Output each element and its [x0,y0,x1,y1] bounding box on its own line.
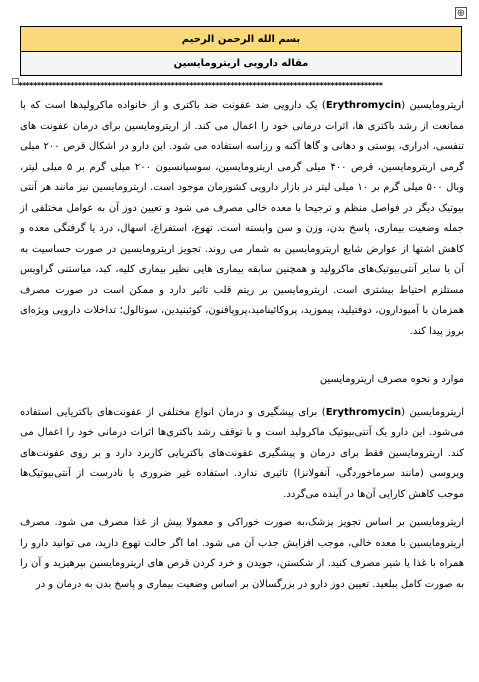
article-title: مقاله دارویی اریترومایسین [173,58,309,69]
para1-term: Erythromycin [325,100,402,111]
table-move-handle[interactable]: ⊕ [456,8,466,19]
bismillah-text: بسم الله الرحمن الرحیم [181,33,301,45]
dosage-paragraph: اریترومایسین بر اساس تجویز پزشک،به صورت خوراکی و معمولا پیش از غذا مصرف می شود. مصرف اریترومایسین با معده خالی، موجب افزایش جذب آن می شود. اما اگر حالت تهوع دارید، می توانید دارو را همراه با غذا یا شیر مصرف کنید. از شکستن، جویدن و خرد کردن قرص های اریترومایسین بپرهیزید و آن را به صورت کامل ببلعید. تعیین دوز دارو در بزرگسالان بر اساس وضعیت بیماری و پاسخ بدن به درمان و در [20,517,464,590]
article-body [20,96,464,595]
section-heading: موارد و نحوه مصرف اریترومایسین [319,374,464,385]
usage-paragraph [20,403,464,506]
bismillah-cell [21,27,461,52]
header-table [20,26,462,76]
para2-term: Erythromycin [325,406,402,418]
para1-before: اریترومایسین ( [401,100,464,111]
para2-before: اریترومایسین ( [401,406,464,418]
para1-after: ) یک دارویی ضد عفونت ضد باکتری و از خانواده ماکرولیدها است که با ممانعت از رشد باکتری ها، اثرات درمانی خود را اعمال می کند. از اریترومایسین برای درمان عفونت های تنفسی، ادراری، پوستی و دهانی و گاها آکنه و رزاسه استفاده می شود. این دارو در اشکال قرص ۲۰۰ میلی گرمی اریترومایسین، قرص ۴۰۰ میلی گرمی اریترومایسین، سوسپانسیون ۲۰۰ میلی گرم بر ۵ میلی لیتر، ویال ۵۰۰ میلی گرم بر ۱۰ میلی لیتر در بازار دارویی کشورمان موجود است. اریترومایسین نیز مانند هر آنتی بیوتیک دیگر در فواصل منظم و ترجیحا با معده خالی مصرف می شود و تعیین دوز آن به عوامل مختلفی از جمله وضعیت بیماری، پاسخ بدن، وزن و سن وابسته است. تهوع، استفراغ، اسهال، درد یا گرفتگی معده و کاهش اشتها از عوارض شایع اریترومایسین به شمار می روند. تجویز اریترومایسین در صورت حساسیت به آن یا سایر آنتی‌بیوتیک‌های ماکرولید و همچنین سابقه بیماری هایی نظیر بیماری کلیه، کبد، میاستنی گراویس مستلزم احتیاط بیشتری است. اریترومایسین بر ریتم قلب تاثیر دارد و ممکن است در صورت مصرف همزمان با آمیودارون، دوفتیلید، پیموزید، پروکائینامید،پروپافنون، کوئینیدین، سوتالول؛ تداخلات دارویی ویژه‌ای بروز پیدا کند. [20,100,464,337]
para2-after: ) برای پیشگیری و درمان انواع مختلفی از عفونت‌های باکتریایی استفاده می‌شود. این دارو یک آنتی‌بیوتیک ماکرولید است و با توقف رشد باکتری‌ها اثرات درمانی خود را اعمال می کند. اریترومایسین فقط برای درمان و پیشگیری عفونت‌های باکتریایی کاربرد دارد و بر روی عفونت‌های ویروسی (مانند سرماخوردگی، آنفولانزا) تاثیری ندارد. استفاده غیر ضروری یا نادرست از آنتی‌بیوتیک‌ها موجب کاهش کارایی آن‌ها در آینده می‌گردد. [20,406,464,500]
star-separator: ************************************************************************************************** [18,81,383,90]
intro-paragraph [20,96,464,342]
title-cell [21,52,461,75]
